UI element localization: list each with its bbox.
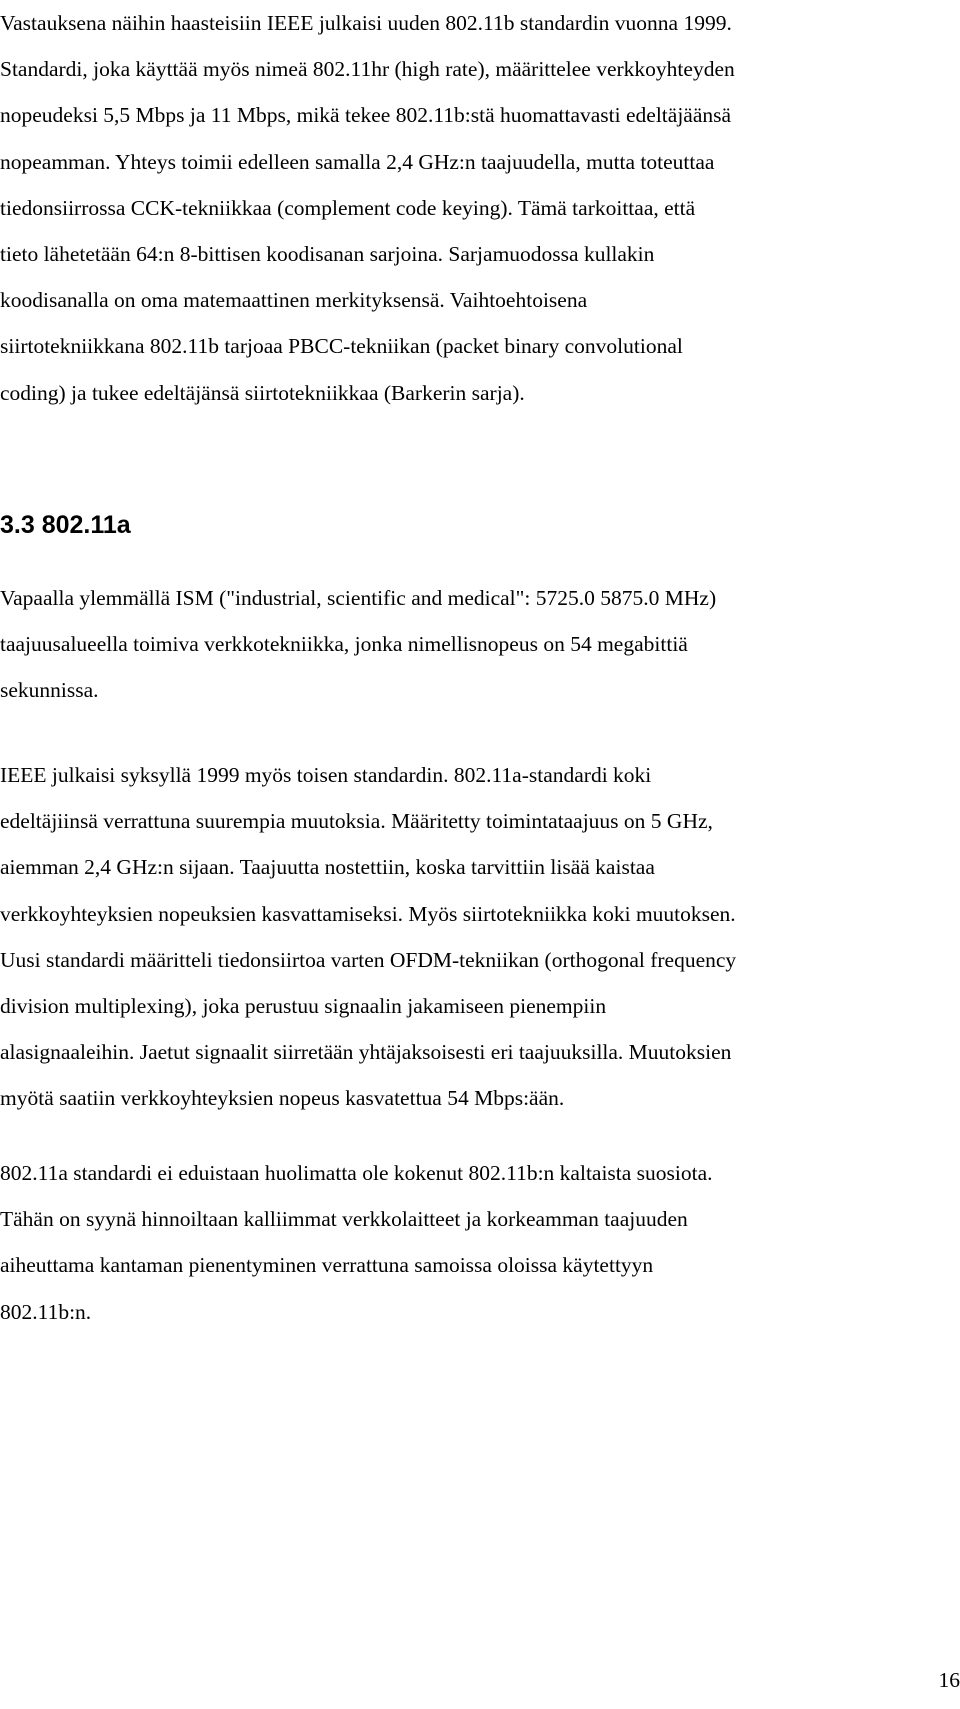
text-line: verkkoyhteyksien nopeuksien kasvattamiseksi. Myös siirtotekniikka koki muutoksen.: [0, 901, 736, 926]
text-line: 802.11b:n.: [0, 1299, 92, 1324]
text-line: coding) ja tukee edeltäjänsä siirtotekniikkaa (Barkerin sarja).: [0, 380, 525, 405]
text-line: sekunnissa.: [0, 678, 99, 703]
text-line: tiedonsiirrossa CCK-tekniikkaa (complement code keying). Tämä tarkoittaa, että: [0, 195, 696, 220]
text-line: taajuusalueella toimiva verkkotekniikka, jonka nimellisnopeus on 54 megabittiä: [0, 632, 688, 657]
paragraph-802-11a-standard: [0, 752, 960, 1122]
text-line: division multiplexing), joka perustuu signaalin jakamiseen pienempiin: [0, 994, 607, 1019]
text-line: Vapaalla ylemmällä ISM ("industrial, scientific and medical": 5725.0 5875.0 MHz): [0, 586, 717, 610]
text-line: Standardi, joka käyttää myös nimeä 802.11hr (high rate), määrittelee verkkoyhteyden: [0, 57, 735, 82]
text-line: siirtotekniikkana 802.11b tarjoaa PBCC-tekniikan (packet binary convolutional: [0, 334, 683, 359]
text-line: nopeamman. Yhteys toimii edelleen samalla 2,4 GHz:n taajuudella, mutta toteuttaa: [0, 149, 715, 174]
text-line: Tähän on syynä hinnoiltaan kalliimmat verkkolaitteet ja korkeamman taajuuden: [0, 1207, 688, 1232]
text-line: koodisanalla on oma matemaattinen merkityksensä. Vaihtoehtoisena: [0, 288, 588, 313]
page-number: 16: [938, 1668, 960, 1692]
text-line: nopeudeksi 5,5 Mbps ja 11 Mbps, mikä tekee 802.11b:stä huomattavasti edeltäjäänsä: [0, 103, 732, 128]
text-line: Vastauksena näihin haasteisiin IEEE julkaisi uuden 802.11b standardin vuonna 1999.: [0, 11, 732, 35]
text-line: myötä saatiin verkkoyhteyksien nopeus kasvatettua 54 Mbps:ään.: [0, 1086, 565, 1111]
section-heading: 3.3 802.11a: [0, 511, 131, 539]
text-line: edeltäjiinsä verrattuna suurempia muutoksia. Määritetty toimintataajuus on 5 GHz,: [0, 809, 713, 834]
paragraph-802-11b: [0, 0, 960, 416]
paragraph-802-11a-popularity: [0, 1150, 960, 1335]
text-line: alasignaaleihin. Jaetut signaalit siirretään yhtäjaksoisesti eri taajuuksilla. Muutoksien: [0, 1040, 732, 1065]
text-line: aiheuttama kantaman pienentyminen verrattuna samoissa oloissa käytettyyn: [0, 1253, 654, 1278]
paragraph-802-11a-intro: [0, 575, 960, 714]
text-line: IEEE julkaisi syksyllä 1999 myös toisen standardin. 802.11a-standardi koki: [0, 763, 652, 787]
text-line: 802.11a standardi ei eduistaan huolimatta ole kokenut 802.11b:n kaltaista suosiota.: [0, 1161, 713, 1185]
text-line: tieto lähetetään 64:n 8-bittisen koodisanan sarjoina. Sarjamuodossa kullakin: [0, 242, 655, 267]
text-line: Uusi standardi määritteli tiedonsiirtoa varten OFDM-tekniikan (orthogonal frequency: [0, 947, 737, 972]
text-line: aiemman 2,4 GHz:n sijaan. Taajuutta nostettiin, koska tarvittiin lisää kaistaa: [0, 855, 655, 880]
